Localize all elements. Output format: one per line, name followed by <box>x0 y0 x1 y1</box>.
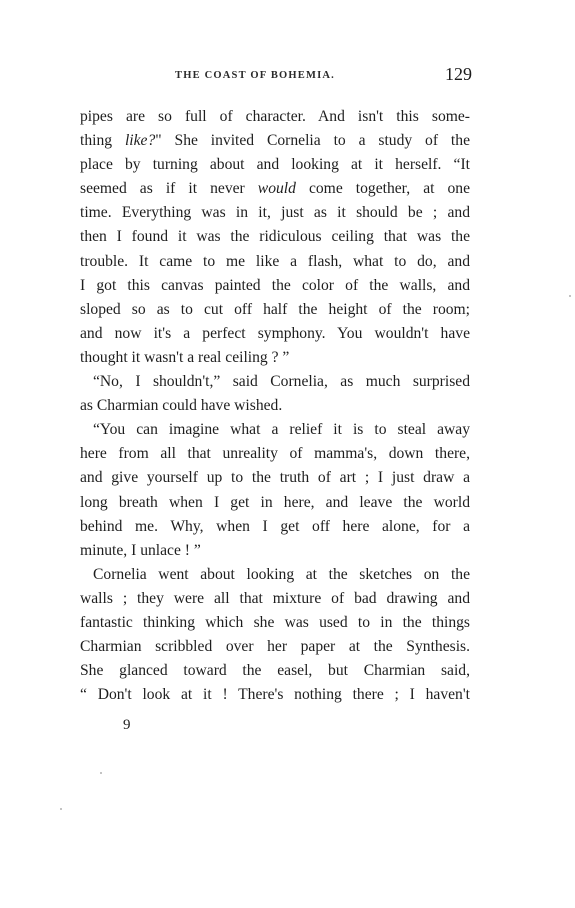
text-line: thought it wasn't a real ceiling ? ” <box>80 348 290 366</box>
text-line: and give yourself up to the truth of art ; I just draw a <box>80 469 470 487</box>
text-line: Charmian scribbled over her paper at the Synthesis. <box>80 638 470 656</box>
body-text <box>80 105 470 707</box>
text-line: then I found it was the ridiculous ceiling that was the <box>80 228 470 246</box>
text-line: and now it's a perfect symphony. You wouldn't have <box>80 324 470 342</box>
text-line: long breath when I get in here, and leave the world <box>80 493 470 511</box>
text-line: I got this canvas painted the color of the walls, and <box>80 276 470 294</box>
text-line: place by turning about and looking at it herself. “It <box>80 156 470 174</box>
text-line: thing like?" She invited Cornelia to a study of the <box>80 132 470 150</box>
running-head <box>80 64 472 84</box>
text-line: Cornelia went about looking at the sketches on the <box>93 565 470 583</box>
italic-emphasis: would <box>257 180 296 198</box>
text-line: pipes are so full of character. And isn't this some- <box>80 108 470 125</box>
paper-speck <box>100 772 102 774</box>
running-title: THE COAST OF BOHEMIA. <box>175 70 335 81</box>
text-line: sloped so as to cut off half the height of the room; <box>80 300 470 318</box>
text-line: seemed as if it never would come together, at one <box>80 180 471 198</box>
italic-emphasis: like? <box>124 132 156 150</box>
text-line: behind me. Why, when I get off here alone, for a <box>80 517 470 535</box>
text-line: “You can imagine what a relief it is to steal away <box>93 421 470 439</box>
text-line: trouble. It came to me like a flash, what to do, and <box>80 252 470 270</box>
text-line: minute, I unlace ! ” <box>80 541 201 559</box>
text-line: walls ; they were all that mixture of bad drawing and <box>80 589 470 607</box>
paper-speck <box>60 808 62 810</box>
signature-mark: 9 <box>123 717 131 733</box>
text-line: time. Everything was in it, just as it should be ; and <box>80 204 470 222</box>
text-line: “ Don't look at it ! There's nothing there ; I haven't <box>80 686 470 704</box>
text-line: as Charmian could have wished. <box>80 397 283 415</box>
paper-speck <box>569 295 571 297</box>
text-line: She glanced toward the easel, but Charmian said, <box>80 662 470 680</box>
text-line: fantastic thinking which she was used to in the things <box>80 613 470 631</box>
text-line: “No, I shouldn't,” said Cornelia, as much surprised <box>93 373 470 391</box>
page-number: 129 <box>445 64 472 84</box>
text-line: here from all that unreality of mamma's, down there, <box>80 445 470 463</box>
